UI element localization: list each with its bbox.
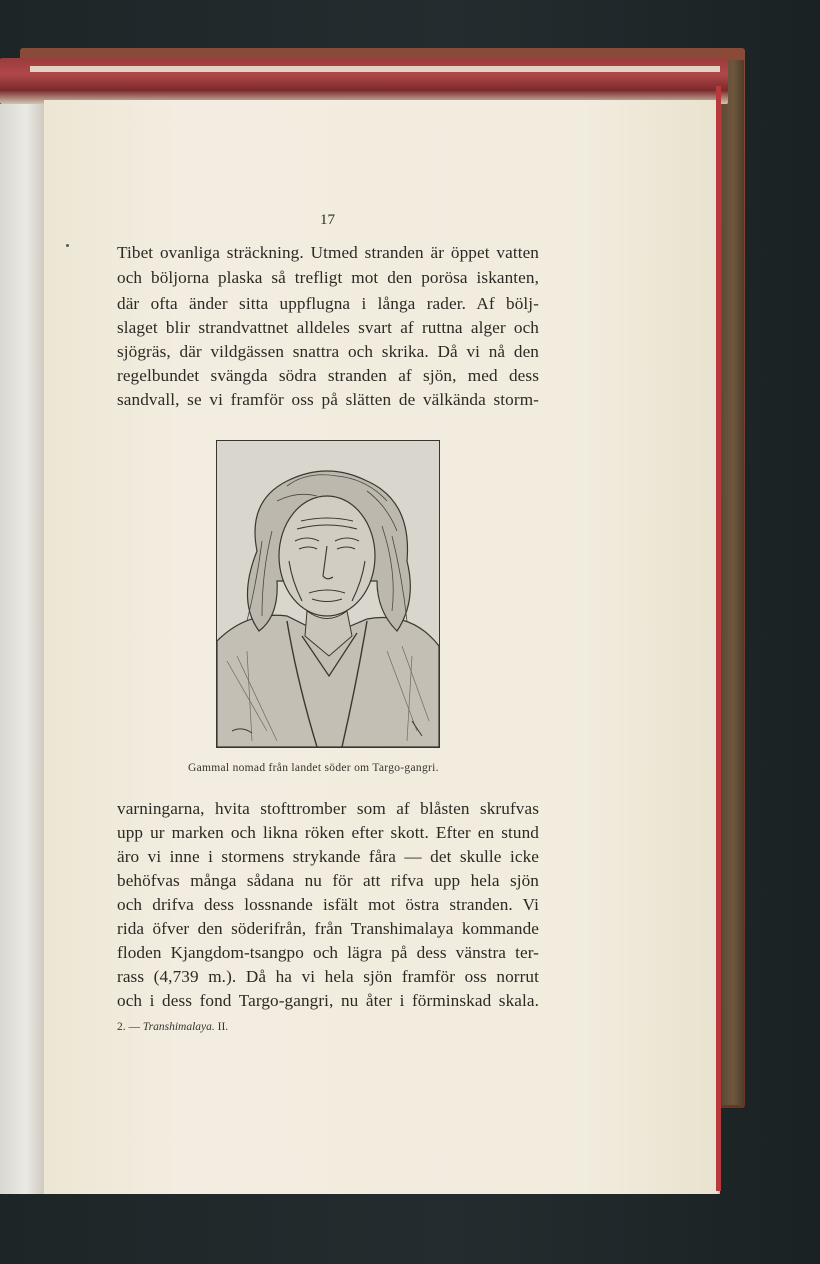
text-line: behöfvas många sådana nu för att rifva upp hela sjön bbox=[117, 871, 539, 890]
signature-volume: II. bbox=[214, 1021, 229, 1033]
signature-prefix: 2. — bbox=[117, 1021, 143, 1033]
text-line: och drifva dess lossnande isfält mot östra stranden. Vi bbox=[117, 895, 539, 914]
portrait-engraving-icon bbox=[216, 440, 440, 748]
page-block-top-edge bbox=[0, 58, 728, 104]
illustration-caption: Gammal nomad från landet söder om Targo-gangri. bbox=[188, 762, 439, 774]
text-line: regelbundet svängda södra stranden af sjön, med dess bbox=[117, 366, 539, 385]
page-edge-red bbox=[716, 86, 721, 1191]
book-cover-edge bbox=[722, 60, 744, 1105]
page-number: 17 bbox=[320, 212, 335, 228]
text-line: slaget blir strandvattnet alldeles svart af ruttna alger och bbox=[117, 318, 539, 337]
text-line: sjögräs, där vildgässen snattra och skrika. Då vi nå den bbox=[117, 342, 539, 361]
text-line: Tibet ovanliga sträckning. Utmed stranden är öppet vatten bbox=[117, 243, 539, 262]
text-line: varningarna, hvita stofttromber som af blåsten skrufvas bbox=[117, 799, 539, 818]
text-line: rida öfver den söderifrån, från Transhimalaya kommande bbox=[117, 919, 539, 938]
left-page-edge bbox=[0, 104, 45, 1194]
margin-speck bbox=[66, 244, 69, 247]
text-line: floden Kjangdom-tsangpo och lägra på dess vänstra ter- bbox=[117, 943, 539, 962]
text-line: och i dess fond Targo-gangri, nu åter i förminskad skala. bbox=[117, 991, 539, 1010]
printer-signature bbox=[117, 1021, 228, 1033]
text-line: där ofta änder sitta uppflugna i långa rader. Af bölj- bbox=[117, 294, 539, 313]
text-line: sandvall, se vi framför oss på slätten de välkända storm- bbox=[117, 390, 539, 409]
text-line: äro vi inne i stormens strykande fåra — det skulle icke bbox=[117, 847, 539, 866]
signature-title: Transhimalaya. bbox=[142, 1021, 215, 1033]
text-line: upp ur marken och likna röken efter skott. Efter en stund bbox=[117, 823, 539, 842]
text-line: rass (4,739 m.). Då ha vi hela sjön framför oss norrut bbox=[117, 967, 539, 986]
text-line: och böljorna plaska så trefligt mot den porösa iskanten, bbox=[117, 268, 539, 287]
